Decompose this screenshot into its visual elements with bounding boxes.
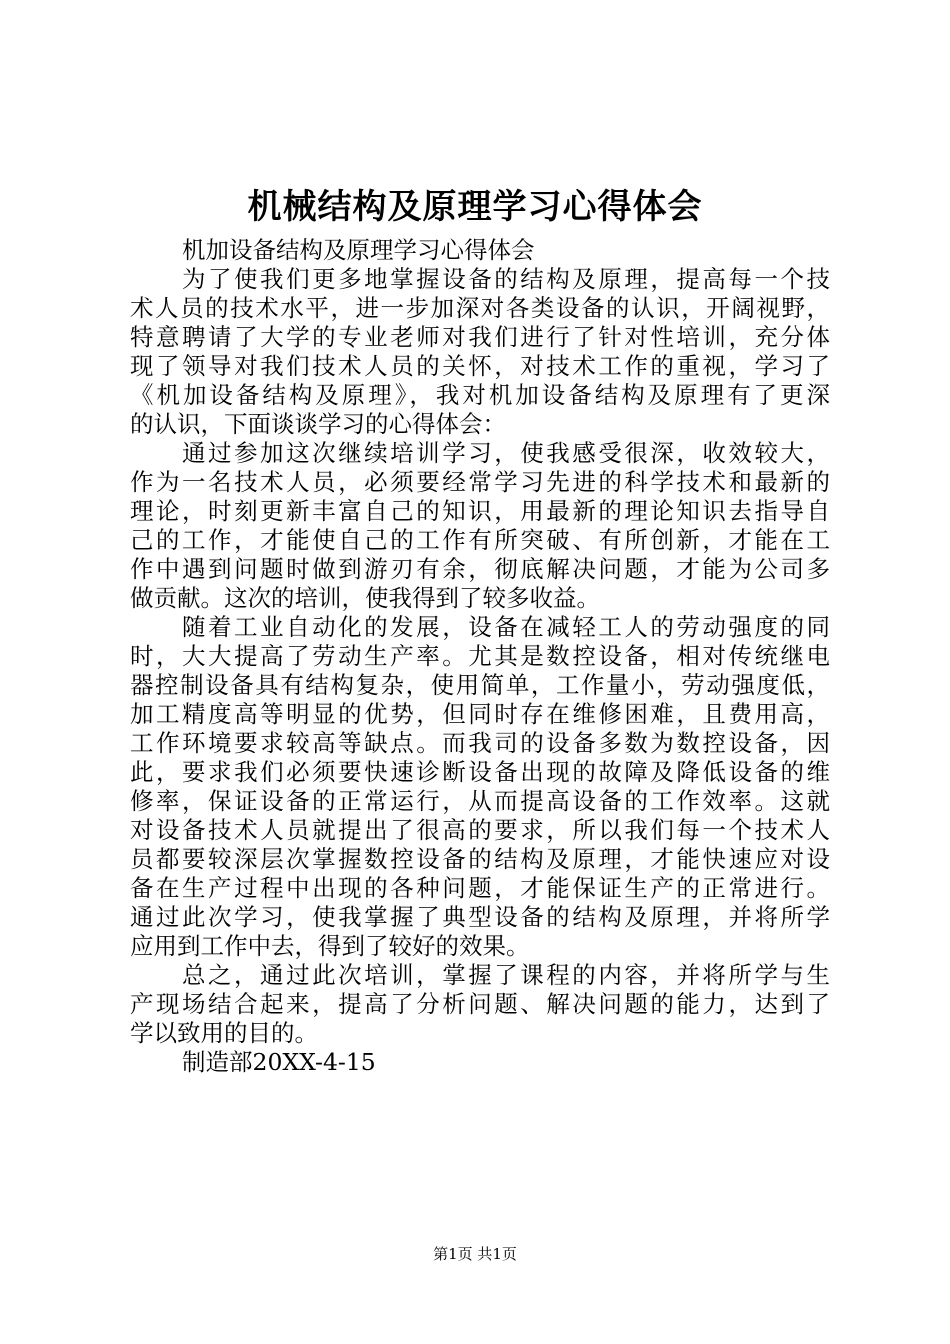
- body-line: 特意聘请了大学的专业老师对我们进行了针对性培训，充分体: [130, 323, 830, 351]
- body-line: 己的工作，才能使自己的工作有所突破、有所创新，才能在工: [130, 526, 830, 554]
- signature-line: 制造部20XX-4-15: [182, 1048, 376, 1076]
- body-line: 《机加设备结构及原理》，我对机加设备结构及原理有了更深: [130, 381, 830, 409]
- body-line: 员都要较深层次掌握数控设备的结构及原理，才能快速应对设: [130, 845, 830, 873]
- body-line: 对设备技术人员就提出了很高的要求，所以我们每一个技术人: [130, 816, 830, 844]
- body-line: 现了领导对我们技术人员的关怀，对技术工作的重视，学习了: [130, 352, 830, 380]
- body-line: 通过参加这次继续培训学习，使我感受很深，收效较大，: [182, 439, 830, 467]
- body-line: 器控制设备具有结构复杂，使用简单，工作量小，劳动强度低，: [130, 671, 830, 699]
- body-line: 作为一名技术人员，必须要经常学习先进的科学技术和最新的: [130, 468, 830, 496]
- body-line: 工作环境要求较高等缺点。而我司的设备多数为数控设备，因: [130, 729, 830, 757]
- document-title: 机械结构及原理学习心得体会: [247, 187, 703, 227]
- body-line: 加工精度高等明显的优势，但同时存在维修困难，且费用高，: [130, 700, 830, 728]
- body-line: 应用到工作中去，得到了较好的效果。: [130, 932, 530, 960]
- body-line: 修率，保证设备的正常运行，从而提高设备的工作效率。这就: [130, 787, 830, 815]
- body-line: 术人员的技术水平，进一步加深对各类设备的认识，开阔视野，: [130, 294, 830, 322]
- body-line: 的认识，下面谈谈学习的心得体会：: [130, 410, 506, 438]
- page-footer: 第1页 共1页: [433, 1245, 517, 1263]
- body-line: 备在生产过程中出现的各种问题，才能保证生产的正常进行。: [130, 874, 830, 902]
- body-line: 学以致用的目的。: [130, 1019, 318, 1047]
- body-line: 机加设备结构及原理学习心得体会: [182, 236, 535, 264]
- body-line: 通过此次学习，使我掌握了典型设备的结构及原理，并将所学: [130, 903, 830, 931]
- body-line: 理论，时刻更新丰富自己的知识，用最新的理论知识去指导自: [130, 497, 830, 525]
- body-line: 产现场结合起来，提高了分析问题、解决问题的能力，达到了: [130, 990, 830, 1018]
- body-line: 作中遇到问题时做到游刃有余，彻底解决问题，才能为公司多: [130, 555, 830, 583]
- body-line: 此，要求我们必须要快速诊断设备出现的故障及降低设备的维: [130, 758, 830, 786]
- body-line: 为了使我们更多地掌握设备的结构及原理，提高每一个技: [182, 265, 830, 293]
- body-line: 做贡献。这次的培训，使我得到了较多收益。: [130, 584, 600, 612]
- body-line: 总之，通过此次培训，掌握了课程的内容，并将所学与生: [182, 961, 830, 989]
- document-body: [130, 236, 830, 1077]
- body-line: 随着工业自动化的发展，设备在减轻工人的劳动强度的同: [182, 613, 830, 641]
- body-line: 时，大大提高了劳动生产率。尤其是数控设备，相对传统继电: [130, 642, 830, 670]
